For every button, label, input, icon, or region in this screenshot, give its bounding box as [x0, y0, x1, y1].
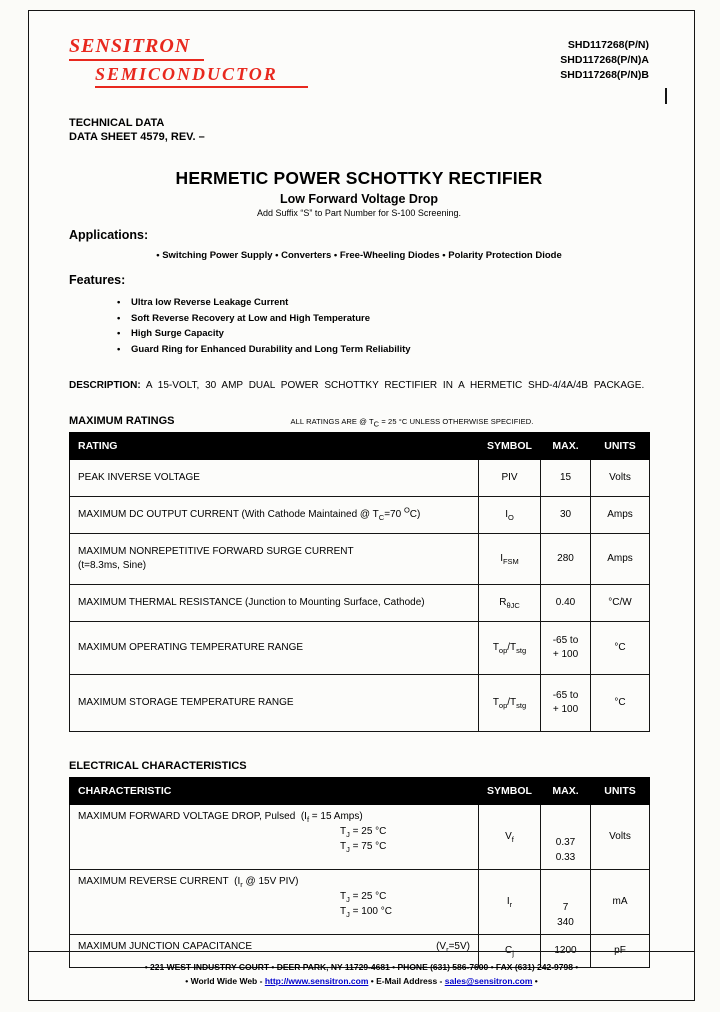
col-header-max: MAX.: [541, 778, 591, 805]
table-row: [70, 497, 650, 534]
max-cell: 7 340: [541, 870, 591, 935]
col-header-rating: RATING: [70, 433, 479, 460]
feature-item: • Soft Reverse Recovery at Low and High Temperature: [117, 311, 649, 327]
units-cell: Volts: [591, 805, 650, 870]
part-number: SHD117268(P/N)A: [560, 54, 649, 66]
units-cell: °C: [591, 675, 650, 732]
part-number-list: [560, 35, 649, 83]
electrical-characteristics-table: [69, 777, 650, 968]
col-header-units: UNITS: [591, 433, 650, 460]
units-cell: Amps: [591, 497, 650, 534]
technical-data-label: TECHNICAL DATA: [69, 117, 165, 129]
header: [69, 35, 649, 88]
description-paragraph: [69, 379, 649, 393]
applications-heading: Applications:: [69, 228, 149, 242]
feature-item: • High Surge Capacity: [117, 326, 649, 342]
maximum-ratings-header: [69, 415, 649, 427]
symbol-cell: $I_{FSM}$: [479, 534, 541, 585]
table-row: [70, 534, 650, 585]
max-cell: 1200: [541, 935, 591, 968]
maximum-ratings-heading: MAXIMUM RATINGS: [69, 415, 175, 427]
symbol-cell: $C_j$: [479, 935, 541, 968]
stray-mark: [665, 88, 667, 104]
table-row: [70, 622, 650, 675]
max-cell: 280: [541, 534, 591, 585]
table-row: [70, 805, 650, 870]
page-subtitle: Low Forward Voltage Drop: [279, 192, 439, 206]
symbol-cell: $R_{\theta JC}$: [479, 585, 541, 622]
characteristic-text: MAXIMUM FORWARD VOLTAGE DROP, Pulsed ($I_f = 15$ Amps): [78, 811, 363, 824]
symbol-cell: $T_{op}/T_{stg}$: [479, 675, 541, 732]
units-cell: pF: [591, 935, 650, 968]
brand-line2-wrap: [95, 64, 308, 88]
part-number: SHD117268(P/N): [567, 39, 649, 51]
rating-cell: PEAK INVERSE VOLTAGE: [70, 460, 479, 497]
feature-item: • Ultra low Reverse Leakage Current: [117, 295, 649, 311]
characteristic-cell: [70, 870, 479, 935]
electrical-header-row: [70, 778, 650, 805]
table-row: [70, 460, 650, 497]
suffix-note: Add Suffix “S” to Part Number for S-100 Screening.: [257, 208, 461, 218]
applications-list: • Switching Power Supply • Converters • Free-Wheeling Diodes • Polarity Protection Diode: [156, 250, 562, 261]
symbol-cell: $V_f$: [479, 805, 541, 870]
description-label: DESCRIPTION:: [69, 380, 141, 391]
email-link[interactable]: sales@sensitron.com: [444, 976, 533, 986]
condition-line: $T_J = 25$ °C: [340, 891, 387, 904]
footer: [29, 951, 694, 1000]
footer-links-line: [29, 974, 694, 988]
symbol-cell: $I_r$: [479, 870, 541, 935]
footer-address-line: • 221 WEST INDUSTRY COURT • DEER PARK, NY 11729-4681 • PHONE (631) 586-7600 • FAX (631) 242-9798 •: [144, 962, 579, 972]
max-cell: 30: [541, 497, 591, 534]
test-conditions: [340, 889, 470, 919]
brand-subname: SEMICONDUCTOR: [95, 64, 308, 88]
symbol-cell: $I_O$: [479, 497, 541, 534]
table-row: [70, 870, 650, 935]
brand-name: SENSITRON: [69, 35, 204, 61]
units-cell: mA: [591, 870, 650, 935]
col-header-symbol: SYMBOL: [479, 778, 541, 805]
condition-line: $T_J = 25$ °C: [340, 826, 387, 839]
symbol-cell: PIV: [479, 460, 541, 497]
brand-line1-wrap: [69, 35, 308, 61]
maximum-ratings-table: [69, 432, 650, 732]
brand-logo: [69, 35, 308, 88]
rating-cell: MAXIMUM THERMAL RESISTANCE (Junction to Mounting Surface, Cathode): [70, 585, 479, 622]
max-cell: 0.37 0.33: [541, 805, 591, 870]
footer-text: • E-Mail Address -: [368, 976, 445, 986]
characteristic-text: MAXIMUM JUNCTION CAPACITANCE: [78, 941, 253, 952]
units-cell: °C/W: [591, 585, 650, 622]
features-heading: Features:: [69, 273, 126, 287]
characteristic-text: MAXIMUM REVERSE CURRENT ($I_r$ @ 15V PIV): [78, 876, 299, 889]
description-text: A 15-VOLT, 30 AMP DUAL POWER SCHOTTKY RECTIFIER IN A HERMETIC SHD-4/4A/4B PACKAGE.: [140, 380, 645, 391]
ratings-header-row: [70, 433, 650, 460]
condition-line: $T_J = 75$ °C: [340, 841, 387, 854]
max-cell: -65 to + 100: [541, 675, 591, 732]
page-title: HERMETIC POWER SCHOTTKY RECTIFIER: [175, 168, 543, 188]
rating-cell: MAXIMUM OPERATING TEMPERATURE RANGE: [70, 622, 479, 675]
footer-text: •: [532, 976, 538, 986]
rating-cell: MAXIMUM STORAGE TEMPERATURE RANGE: [70, 675, 479, 732]
technical-data-block: [69, 116, 649, 144]
col-header-max: MAX.: [541, 433, 591, 460]
part-number: SHD117268(P/N)B: [560, 69, 649, 81]
feature-item: • Guard Ring for Enhanced Durability and Long Term Reliability: [117, 342, 649, 358]
test-condition-inline: $(V_r=5V)$: [436, 941, 470, 954]
units-cell: Volts: [591, 460, 650, 497]
symbol-cell: $T_{op}/T_{stg}$: [479, 622, 541, 675]
rating-cell: MAXIMUM DC OUTPUT CURRENT (With Cathode Maintained @ $T_C=70$ $^O$C): [70, 497, 479, 534]
test-conditions: [340, 824, 470, 854]
units-cell: °C: [591, 622, 650, 675]
table-row: [70, 585, 650, 622]
features-section: [69, 273, 649, 357]
rating-cell: MAXIMUM NONREPETITIVE FORWARD SURGE CURRENT (t=8.3ms, Sine): [70, 534, 479, 585]
title-block: [69, 168, 649, 218]
col-header-symbol: SYMBOL: [479, 433, 541, 460]
col-header-characteristic: CHARACTERISTIC: [70, 778, 479, 805]
max-cell: 0.40: [541, 585, 591, 622]
applications-section: [69, 228, 649, 261]
max-cell: 15: [541, 460, 591, 497]
datasheet-number: DATA SHEET 4579, REV. –: [69, 131, 205, 143]
characteristic-cell: [70, 805, 479, 870]
features-list: [69, 295, 649, 357]
condition-line: $T_J = 100$ °C: [340, 906, 392, 919]
units-cell: Amps: [591, 534, 650, 585]
col-header-units: UNITS: [591, 778, 650, 805]
electrical-heading: ELECTRICAL CHARACTERISTICS: [69, 760, 247, 772]
footer-text: • World Wide Web -: [185, 976, 265, 986]
page-frame: [28, 10, 695, 1001]
table-row: [70, 675, 650, 732]
ratings-condition-note: ALL RATINGS ARE @ $T_C = 25$ °C UNLESS OTHERWISE SPECIFIED.: [290, 417, 534, 429]
website-link[interactable]: http://www.sensitron.com: [264, 976, 369, 986]
electrical-section: [69, 760, 649, 968]
max-cell: -65 to + 100: [541, 622, 591, 675]
